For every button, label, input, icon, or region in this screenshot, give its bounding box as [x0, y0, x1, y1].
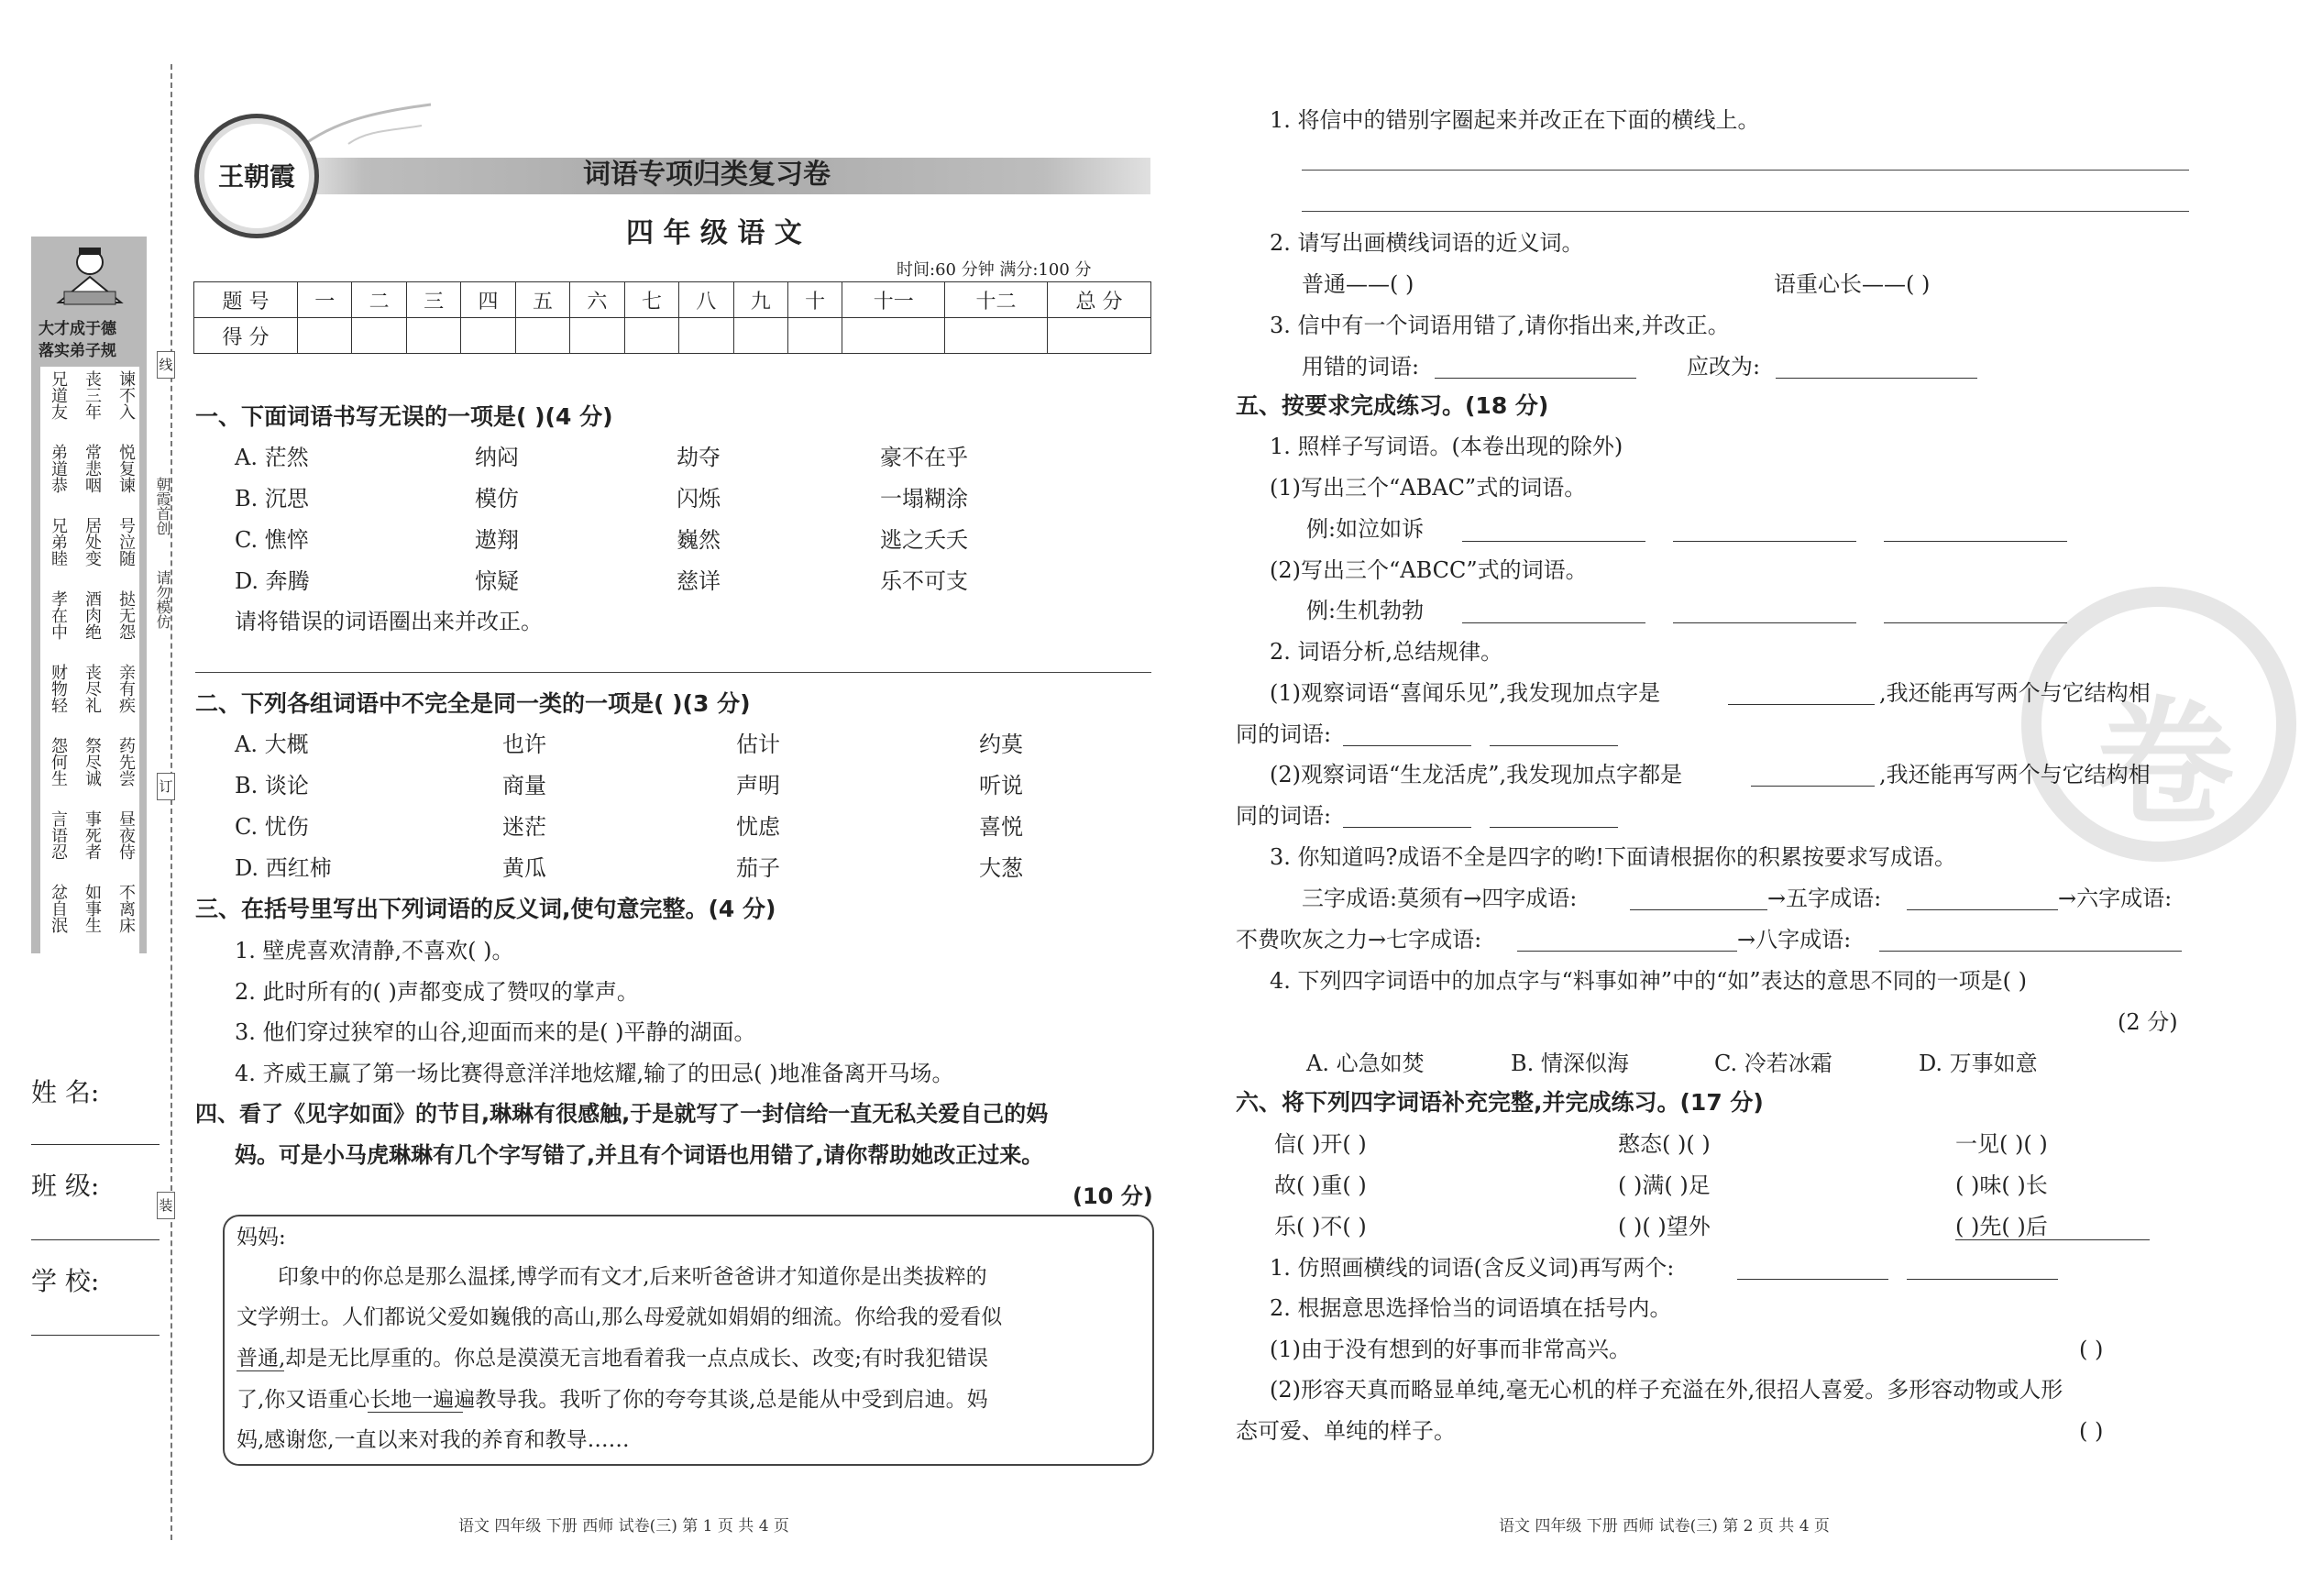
- s4-q3-a-field[interactable]: [1435, 378, 1636, 379]
- s5-q3-blank-4[interactable]: [1879, 951, 2182, 952]
- score-input-cell[interactable]: [842, 318, 945, 354]
- s5-q3-blank-2[interactable]: [1907, 909, 2058, 910]
- s5-q2: 2. 词语分析,总结规律。: [1270, 639, 1503, 665]
- dizigui-column: 昼夜侍: [116, 809, 136, 876]
- binding-char-1: 线: [157, 351, 175, 379]
- score-input-cell[interactable]: [515, 318, 569, 354]
- score-input-cell[interactable]: [624, 318, 678, 354]
- dizigui-column: 孝在中: [48, 589, 68, 656]
- s6-q1-blank-2[interactable]: [1907, 1279, 2058, 1280]
- s5-q1-2-blank-2[interactable]: [1673, 622, 1856, 623]
- s5-q4-score: (2 分): [2118, 1009, 2178, 1035]
- section-1-answer-line[interactable]: [195, 672, 1151, 673]
- s6-q1: 1. 仿照画横线的词语(含反义词)再写两个:: [1270, 1255, 1675, 1281]
- s6-idiom-2-2[interactable]: ( )先( )后: [1955, 1214, 2048, 1239]
- section-1-option-1-2: 闪烁: [677, 486, 721, 512]
- section-1-title: 一、下面词语书写无误的一项是( )(4 分): [195, 403, 613, 430]
- dizigui-column: 号泣随: [116, 515, 136, 583]
- s5-q2-1-blank-2[interactable]: [1343, 745, 1471, 746]
- section-2-option-2-2: 忧虑: [736, 814, 780, 840]
- dizigui-grid: [48, 369, 136, 955]
- letter-line-3: 普通,却是无比厚重的。你总是漠漠无言地看着我一点点成长、改变;有时我犯错误: [237, 1347, 989, 1370]
- section-6-title: 六、将下列四字词语补充完整,并完成练习。(17 分): [1236, 1089, 1764, 1116]
- s4-q2-a: 普通——( ): [1302, 271, 1414, 297]
- s4-q3-a: 用错的词语:: [1302, 354, 1420, 380]
- section-2-option-3-1: 黄瓜: [502, 855, 546, 881]
- dizigui-band: [48, 369, 136, 436]
- s5-q3-e: →八字成语:: [1737, 927, 1852, 952]
- s4-q2: 2. 请写出画横线词语的近义词。: [1270, 230, 1584, 256]
- letter-line-4: 了,你又语重心长地一遍遍教导我。我听了你的夸夸其谈,总是能从中受到启迪。妈: [237, 1388, 988, 1412]
- s5-q3: 3. 你知道吗?成语不全是四字的哟!下面请根据你的积累按要求写成语。: [1270, 844, 1957, 870]
- score-header-cell: 十: [787, 282, 842, 318]
- section-1-option-0-2: 劫夺: [677, 445, 721, 470]
- dizigui-column: 如事生: [82, 882, 102, 950]
- s5-q1: 1. 照样子写词语。(本卷出现的除外): [1270, 434, 1623, 459]
- brand-logo: 王朝霞: [194, 114, 319, 238]
- score-header-cell: 十一: [842, 282, 945, 318]
- dizigui-column: 谏不入: [116, 369, 136, 436]
- dizigui-column: 常悲咽: [82, 442, 102, 510]
- s4-q1-line-2[interactable]: [1302, 211, 2189, 212]
- name-label: 姓 名:: [31, 1077, 100, 1107]
- s5-q4-opt-b[interactable]: B. 情深似海: [1511, 1051, 1629, 1076]
- s6-q2: 2. 根据意思选择恰当的词语填在括号内。: [1270, 1295, 1672, 1321]
- section-2-option-1-2: 声明: [736, 773, 780, 798]
- s5-q2-1-blank-3[interactable]: [1490, 745, 1618, 746]
- section-2-option-0-1: 也许: [502, 732, 546, 757]
- s6-idiom-0-1[interactable]: 憨态( )( ): [1618, 1131, 1711, 1157]
- section-4-score: (10 分): [1073, 1183, 1153, 1209]
- s5-q2-2c: 同的词语:: [1236, 803, 1332, 829]
- s4-q2-b: 语重心长——( ): [1774, 271, 1931, 297]
- section-1-option-2-1: 遨翔: [475, 527, 519, 553]
- dizigui-column: 悦复谏: [116, 442, 136, 510]
- dizigui-column: 事死者: [82, 809, 102, 876]
- s5-q1-1-blank-3[interactable]: [1884, 541, 2067, 542]
- time-info: 时间:60 分钟 满分:100 分: [897, 260, 1092, 280]
- dizigui-column: 不离床: [116, 882, 136, 950]
- section-1-option-3-1: 惊疑: [475, 568, 519, 594]
- dizigui-band: [48, 515, 136, 583]
- section-3-item-2: 2. 此时所有的( )声都变成了赞叹的掌声。: [235, 979, 639, 1005]
- dizigui-band: [48, 442, 136, 510]
- s5-q1-1-example: 例:如泣如诉: [1306, 516, 1425, 542]
- s6-idiom-1-0[interactable]: 故( )重( ): [1274, 1172, 1367, 1198]
- s6-q2-2b: 态可爱、单纯的样子。: [1236, 1418, 1456, 1444]
- section-2-title: 二、下列各组词语中不完全是同一类的一项是( )(3 分): [195, 690, 751, 717]
- class-label: 班 级:: [31, 1171, 100, 1201]
- s5-q1-1-blank-1[interactable]: [1462, 541, 1645, 542]
- score-input-cell[interactable]: [570, 318, 624, 354]
- score-header-cell: 六: [570, 282, 624, 318]
- s6-underline-xianhou: [1955, 1239, 2150, 1240]
- notice-2: 请勿模仿: [154, 570, 171, 629]
- s6-idiom-0-2[interactable]: 一见( )( ): [1955, 1131, 2048, 1157]
- score-header-cell: 三: [406, 282, 460, 318]
- s4-q3: 3. 信中有一个词语用错了,请你指出来,并改正。: [1270, 313, 1730, 338]
- name-field[interactable]: [31, 1144, 160, 1145]
- section-2-option-3-0[interactable]: D. 西红柿: [235, 855, 332, 881]
- section-1-option-3-0[interactable]: D. 奔腾: [235, 568, 310, 594]
- letter-line-1: 印象中的你总是那么温揉,博学而有文才,后来听爸爸讲才知道你是出类拔粹的: [278, 1265, 987, 1289]
- motto-line-2: 落实弟子规: [39, 342, 116, 360]
- section-2-option-0-2: 估计: [736, 732, 780, 757]
- dizigui-column: 药先尝: [116, 735, 136, 803]
- letter-line-2: 文学朔士。人们都说父爱如巍俄的高山,那么母爱就如娟娟的细流。你给我的爱看似: [237, 1305, 1003, 1329]
- section-1-option-0-3: 豪不在乎: [880, 445, 968, 470]
- s4-q1: 1. 将信中的错别字圈起来并改正在下面的横线上。: [1270, 107, 1760, 133]
- section-1-option-2-0[interactable]: C. 憔悴: [235, 527, 309, 553]
- section-1-option-1-0[interactable]: B. 沉思: [235, 486, 309, 512]
- s5-q1-2-example: 例:生机勃勃: [1306, 598, 1425, 623]
- s5-q2-2-blank-3[interactable]: [1490, 827, 1618, 828]
- section-3-title: 三、在括号里写出下列词语的反义词,使句意完整。(4 分): [195, 896, 776, 922]
- score-input-cell[interactable]: [298, 318, 352, 354]
- dizigui-column: 丧三年: [82, 369, 102, 436]
- s5-q4-opt-c[interactable]: C. 冷若冰霜: [1714, 1051, 1832, 1076]
- section-3-item-3: 3. 他们穿过狭窄的山谷,迎面而来的是( )平静的湖面。: [235, 1019, 756, 1045]
- dizigui-column: 丧尽礼: [82, 662, 102, 730]
- section-1-option-3-2: 慈详: [677, 568, 721, 594]
- dizigui-column: 怨何生: [48, 735, 68, 803]
- dizigui-column: 挞无怨: [116, 589, 136, 656]
- score-input-cell[interactable]: [461, 318, 515, 354]
- score-header-cell: 九: [733, 282, 787, 318]
- s5-q3-b: →五字成语:: [1767, 886, 1882, 911]
- score-header-label: 题 号: [194, 282, 298, 318]
- score-header-cell: 五: [515, 282, 569, 318]
- section-1-option-0-0[interactable]: A. 茫然: [235, 445, 309, 470]
- section-4-title-1: 四、看了《见字如面》的节目,琳琳有很感触,于是就写了一封信给一直无私关爱自己的妈: [195, 1101, 1049, 1127]
- section-2-option-0-0[interactable]: A. 大概: [235, 732, 309, 757]
- s5-q2-1c: 同的词语:: [1236, 721, 1332, 747]
- s4-q3-b: 应改为:: [1687, 354, 1761, 380]
- letter-underline-putong: [237, 1370, 284, 1371]
- s5-q2-2-blank-2[interactable]: [1343, 827, 1471, 828]
- score-header-cell: 总 分: [1048, 282, 1151, 318]
- dizigui-band: [48, 809, 136, 876]
- score-input-cell[interactable]: [945, 318, 1048, 354]
- s5-q3-blank-1[interactable]: [1630, 909, 1767, 910]
- s4-q3-b-field[interactable]: [1776, 378, 1977, 379]
- s6-q1-blank-1[interactable]: [1737, 1279, 1888, 1280]
- dizigui-column: 言语忍: [48, 809, 68, 876]
- s6-idiom-1-1[interactable]: ( )满( )足: [1618, 1172, 1711, 1198]
- section-2-option-3-2: 茄子: [736, 855, 780, 881]
- score-header-cell: 一: [298, 282, 352, 318]
- s5-q1-2-blank-1[interactable]: [1462, 622, 1645, 623]
- section-4-title-2: 妈。可是小马虎琳琳有几个字写错了,并且有个词语也用错了,请你帮助她改正过来。: [235, 1142, 1044, 1168]
- score-header-cell: 十二: [945, 282, 1048, 318]
- s6-idiom-2-0[interactable]: 乐( )不( ): [1274, 1214, 1367, 1239]
- s5-q3-d: 不费吹灰之力→七字成语:: [1236, 927, 1482, 952]
- section-2-option-0-3: 约莫: [979, 732, 1023, 757]
- section-2-option-2-1: 迷茫: [502, 814, 546, 840]
- section-1-option-1-3: 一塌糊涂: [880, 486, 968, 512]
- score-input-cell[interactable]: [787, 318, 842, 354]
- subject-title: 四 年 级 语 文: [626, 217, 802, 249]
- s5-q2-2b: ,我还能再写两个与它结构相: [1879, 762, 2151, 787]
- dizigui-column: 弟道恭: [48, 442, 68, 510]
- score-input-cell[interactable]: [679, 318, 733, 354]
- section-1-instruction: 请将错误的词语圈出来并改正。: [235, 609, 543, 634]
- score-header-cell: 七: [624, 282, 678, 318]
- footer-right: 语文 四年级 下册 西师 试卷(三) 第 2 页 共 4 页: [1499, 1517, 1830, 1535]
- s6-idiom-0-0[interactable]: 信( )开( ): [1274, 1131, 1367, 1157]
- dizigui-column: 兄弟睦: [48, 515, 68, 583]
- section-1-option-0-1: 纳闷: [475, 445, 519, 470]
- s6-q2-2a: (2)形容天真而略显单纯,毫无心机的样子充溢在外,很招人喜爱。多形容动物或人形: [1270, 1377, 2063, 1403]
- s5-q2-2-blank[interactable]: [1751, 786, 1875, 787]
- binding-line: [171, 64, 172, 1540]
- section-1-option-3-3: 乐不可支: [880, 568, 968, 594]
- binding-char-3: 装: [157, 1192, 175, 1219]
- dizigui-column: 忿自泯: [48, 882, 68, 950]
- section-1-option-1-1: 模仿: [475, 486, 519, 512]
- score-input-cell[interactable]: [352, 318, 406, 354]
- score-header-cell: 四: [461, 282, 515, 318]
- dizigui-column: 居处变: [82, 515, 102, 583]
- banner-title: 词语专项归类复习卷: [583, 159, 831, 191]
- s5-q4-opt-a[interactable]: A. 心急如焚: [1306, 1051, 1425, 1076]
- section-1-option-2-3: 逃之夭夭: [880, 527, 968, 553]
- s6-q2-1-paren[interactable]: ( ): [2079, 1337, 2104, 1362]
- dizigui-band: [48, 735, 136, 803]
- s5-q3-c: →六字成语:: [2058, 886, 2173, 911]
- s5-q4: 4. 下列四字词语中的加点字与“料事如神”中的“如”表达的意思不同的一项是( ): [1270, 968, 2027, 994]
- score-header-cell: 八: [679, 282, 733, 318]
- notice-1: 朝霞首创: [154, 477, 171, 535]
- s6-q2-2-paren[interactable]: ( ): [2079, 1418, 2104, 1444]
- letter-greeting: 妈妈:: [237, 1226, 286, 1249]
- s5-q1-2: (2)写出三个“ABCC”式的词语。: [1270, 557, 1588, 583]
- dizigui-band: [48, 662, 136, 730]
- dizigui-column: 亲有疾: [116, 662, 136, 730]
- score-input-cell[interactable]: [733, 318, 787, 354]
- s6-idiom-2-1[interactable]: ( )( )望外: [1618, 1214, 1711, 1239]
- section-2-option-1-1: 商量: [502, 773, 546, 798]
- footer-left: 语文 四年级 下册 西师 试卷(三) 第 1 页 共 4 页: [458, 1517, 789, 1535]
- s5-q4-opt-d[interactable]: D. 万事如意: [1919, 1051, 2038, 1076]
- section-2-option-3-3: 大葱: [979, 855, 1023, 881]
- score-header-cell: 二: [352, 282, 406, 318]
- s5-q3-a: 三字成语:莫须有→四字成语:: [1302, 886, 1578, 911]
- s5-q1-2-blank-3[interactable]: [1884, 622, 2067, 623]
- ribbon-decoration: [293, 103, 440, 158]
- letter-line-5: 妈,感谢您,一直以来对我的养育和教导……: [237, 1428, 630, 1452]
- motto-line-1: 大才成于德: [39, 320, 116, 338]
- score-input-cell[interactable]: [406, 318, 460, 354]
- score-table: [193, 281, 1151, 354]
- s5-q1-1-blank-2[interactable]: [1673, 541, 1856, 542]
- section-1-option-2-2: 巍然: [677, 527, 721, 553]
- dizigui-band: [48, 589, 136, 656]
- section-2-option-1-3: 听说: [979, 773, 1023, 798]
- section-2-option-2-3: 喜悦: [979, 814, 1023, 840]
- s5-q2-1b: ,我还能再写两个与它结构相: [1879, 680, 2151, 706]
- dizigui-column: 兄道友: [48, 369, 68, 436]
- score-row-label: 得 分: [194, 318, 298, 354]
- s5-q2-1-blank[interactable]: [1728, 704, 1875, 705]
- s4-q1-line-1[interactable]: [1302, 170, 2189, 171]
- school-label: 学 校:: [31, 1266, 100, 1296]
- section-3-item-1: 1. 壁虎喜欢清静,不喜欢( )。: [235, 938, 514, 963]
- dizigui-column: 祭尽诚: [82, 735, 102, 803]
- school-field[interactable]: [31, 1335, 160, 1336]
- child-illustration: [51, 246, 128, 312]
- dizigui-band: [48, 882, 136, 950]
- dizigui-column: 财物轻: [48, 662, 68, 730]
- section-5-title: 五、按要求完成练习。(18 分): [1236, 392, 1549, 419]
- score-input-cell[interactable]: [1048, 318, 1151, 354]
- s5-q2-2a: (2)观察词语“生龙活虎”,我发现加点字都是: [1270, 762, 1683, 787]
- class-field[interactable]: [31, 1239, 160, 1240]
- dizigui-column: 酒肉绝: [82, 589, 102, 656]
- s5-q2-1a: (1)观察词语“喜闻乐见”,我发现加点字是: [1270, 680, 1661, 706]
- s5-q1-1: (1)写出三个“ABAC”式的词语。: [1270, 475, 1587, 501]
- s6-idiom-1-2[interactable]: ( )味( )长: [1955, 1172, 2048, 1198]
- s6-q2-1: (1)由于没有想到的好事而非常高兴。: [1270, 1337, 1631, 1362]
- binding-char-2: 订: [157, 773, 175, 800]
- section-2-option-1-0[interactable]: B. 谈论: [235, 773, 309, 798]
- section-3-item-4: 4. 齐威王赢了第一场比赛得意洋洋地炫耀,输了的田忌( )地准备离开马场。: [235, 1061, 954, 1086]
- watermark-seal: 卷: [2021, 587, 2296, 862]
- s5-q3-blank-3[interactable]: [1517, 951, 1737, 952]
- section-2-option-2-0[interactable]: C. 忧伤: [235, 814, 309, 840]
